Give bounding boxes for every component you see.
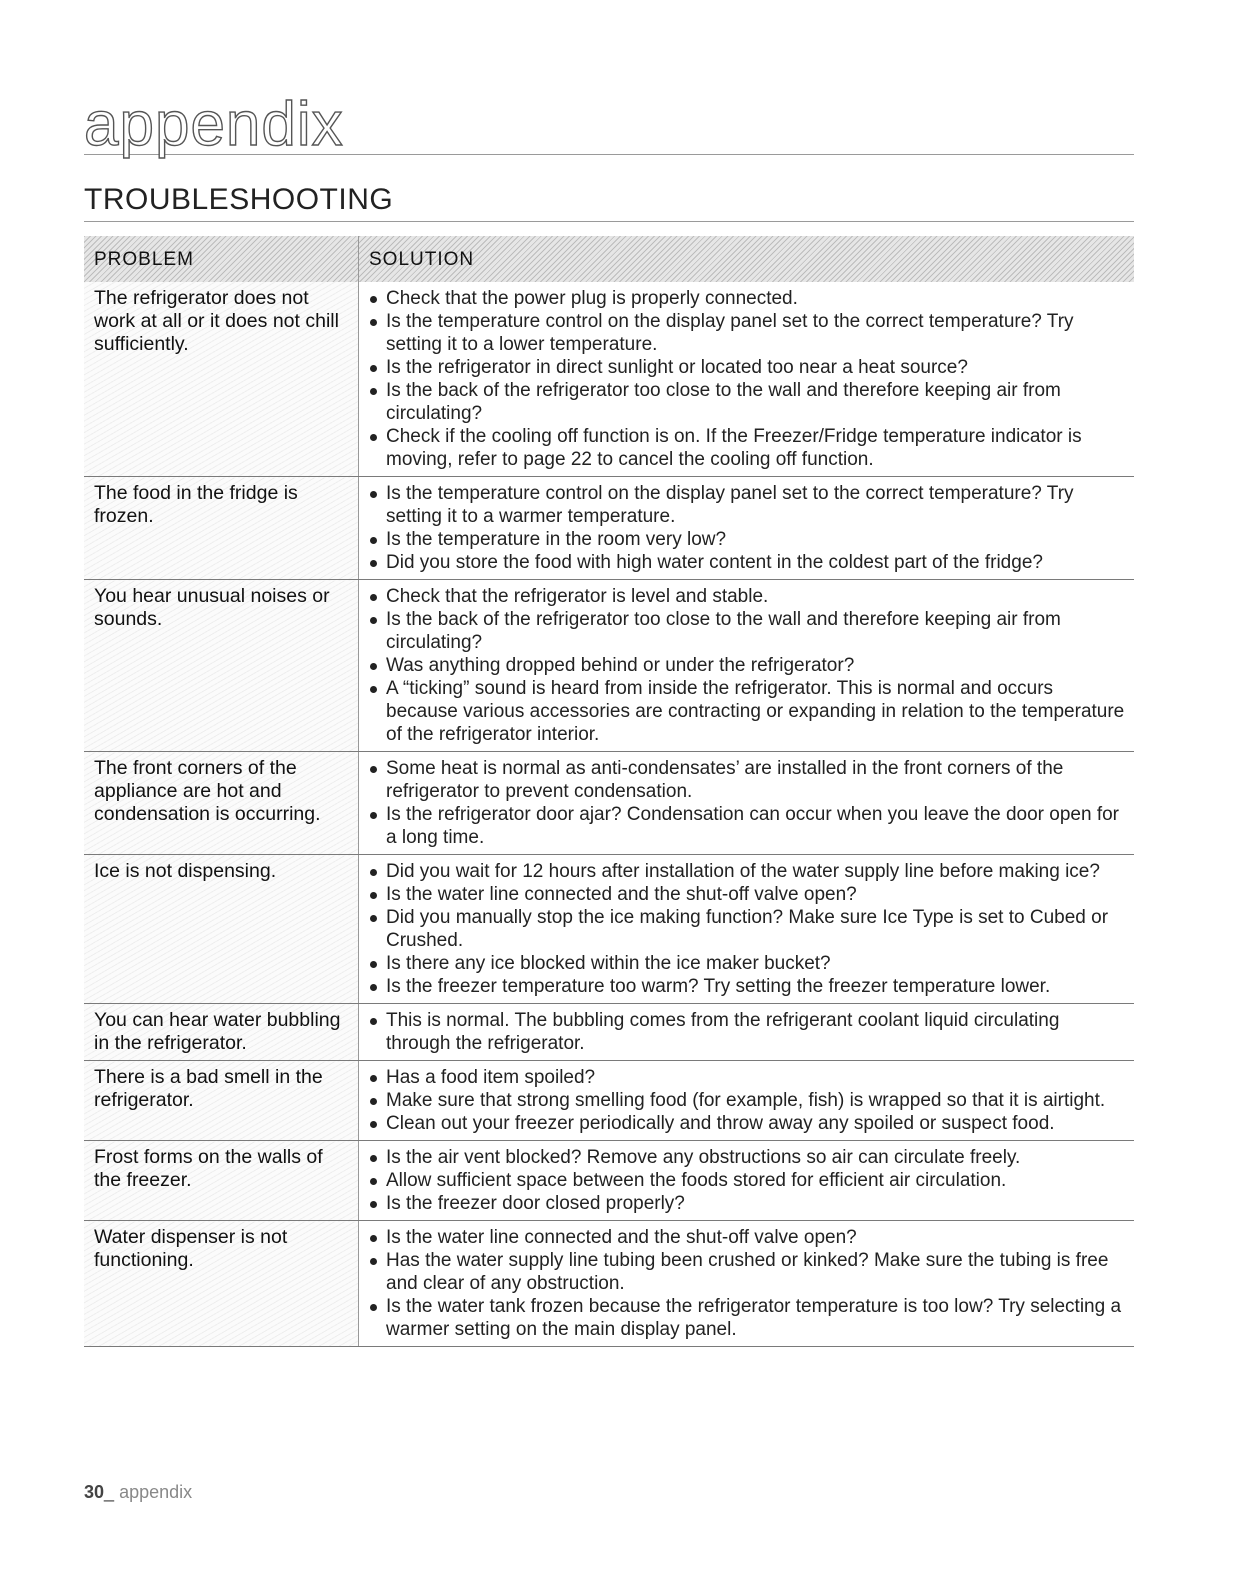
solution-item: Is the refrigerator in direct sunlight or located too near a heat source? bbox=[369, 356, 1128, 379]
problem-cell: The food in the fridge is frozen. bbox=[84, 477, 359, 580]
solution-item: Did you manually stop the ice making function? Make sure Ice Type is set to Cubed or Crushed. bbox=[369, 906, 1128, 952]
solution-item: Make sure that strong smelling food (for example, fish) is wrapped so that it is airtight. bbox=[369, 1089, 1128, 1112]
solution-item: Is the temperature in the room very low? bbox=[369, 528, 1128, 551]
solution-item: Check if the cooling off function is on. If the Freezer/Fridge temperature indicator is moving, refer to page 22 to cancel the cooling off function. bbox=[369, 425, 1128, 471]
solution-list bbox=[369, 1009, 1128, 1055]
table-row bbox=[84, 855, 1134, 1004]
problem-cell: Water dispenser is not functioning. bbox=[84, 1221, 359, 1347]
table-row bbox=[84, 1221, 1134, 1347]
page-title: TROUBLESHOOTING bbox=[84, 183, 1134, 222]
page-header bbox=[84, 90, 1134, 159]
solution-item: Is the freezer door closed properly? bbox=[369, 1192, 1128, 1215]
solution-item: Is the back of the refrigerator too close to the wall and therefore keeping air from circulating? bbox=[369, 379, 1128, 425]
solution-item: This is normal. The bubbling comes from the refrigerant coolant liquid circulating through the refrigerator. bbox=[369, 1009, 1128, 1055]
solution-item: Is the temperature control on the display panel set to the correct temperature? Try setting it to a warmer temperature. bbox=[369, 482, 1128, 528]
section-label: appendix bbox=[84, 90, 344, 159]
problem-cell: There is a bad smell in the refrigerator. bbox=[84, 1061, 359, 1141]
table-row bbox=[84, 1141, 1134, 1221]
solution-cell bbox=[359, 1221, 1135, 1347]
solution-item: Clean out your freezer periodically and throw away any spoiled or suspect food. bbox=[369, 1112, 1128, 1135]
solution-item: Check that the refrigerator is level and stable. bbox=[369, 585, 1128, 608]
solution-cell bbox=[359, 855, 1135, 1004]
solution-item: Is the refrigerator door ajar? Condensation can occur when you leave the door open for a long time. bbox=[369, 803, 1128, 849]
footer-separator: _ bbox=[104, 1482, 115, 1502]
solution-item: Did you store the food with high water content in the coldest part of the fridge? bbox=[369, 551, 1128, 574]
solution-item: Has the water supply line tubing been crushed or kinked? Make sure the tubing is free and clear of any obstruction. bbox=[369, 1249, 1128, 1295]
solution-list bbox=[369, 757, 1128, 849]
solution-item: Some heat is normal as anti-condensates’ are installed in the front corners of the refrigerator to prevent condensation. bbox=[369, 757, 1128, 803]
solution-item: Is the air vent blocked? Remove any obstructions so air can circulate freely. bbox=[369, 1146, 1128, 1169]
solution-item: Is the back of the refrigerator too close to the wall and therefore keeping air from circulating? bbox=[369, 608, 1128, 654]
solution-item: Is the water line connected and the shut-off valve open? bbox=[369, 1226, 1128, 1249]
solution-list bbox=[369, 860, 1128, 998]
solution-list bbox=[369, 482, 1128, 574]
solution-list bbox=[369, 1146, 1128, 1215]
problem-cell: You can hear water bubbling in the refrigerator. bbox=[84, 1004, 359, 1061]
solution-list bbox=[369, 1066, 1128, 1135]
solution-cell bbox=[359, 1004, 1135, 1061]
problem-cell: Ice is not dispensing. bbox=[84, 855, 359, 1004]
solution-cell bbox=[359, 752, 1135, 855]
solution-cell bbox=[359, 1061, 1135, 1141]
column-header-solution: SOLUTION bbox=[359, 236, 1135, 282]
solution-cell bbox=[359, 580, 1135, 752]
solution-list bbox=[369, 287, 1128, 471]
page-number: 30 bbox=[84, 1482, 105, 1502]
solution-item: Allow sufficient space between the foods stored for efficient air circulation. bbox=[369, 1169, 1128, 1192]
table-row bbox=[84, 282, 1134, 477]
solution-list bbox=[369, 585, 1128, 746]
column-header-problem: PROBLEM bbox=[84, 236, 359, 282]
table-row bbox=[84, 1004, 1134, 1061]
solution-list bbox=[369, 1226, 1128, 1341]
problem-cell: The front corners of the appliance are hot and condensation is occurring. bbox=[84, 752, 359, 855]
solution-item: Was anything dropped behind or under the refrigerator? bbox=[369, 654, 1128, 677]
solution-item: Is the water tank frozen because the refrigerator temperature is too low? Try selecting a warmer setting on the main display panel. bbox=[369, 1295, 1128, 1341]
solution-item: Is there any ice blocked within the ice maker bucket? bbox=[369, 952, 1128, 975]
troubleshooting-table bbox=[84, 236, 1134, 1347]
table-row bbox=[84, 580, 1134, 752]
solution-cell bbox=[359, 282, 1135, 477]
solution-item: Has a food item spoiled? bbox=[369, 1066, 1128, 1089]
solution-cell bbox=[359, 477, 1135, 580]
solution-item: Check that the power plug is properly connected. bbox=[369, 287, 1128, 310]
solution-item: Is the freezer temperature too warm? Try setting the freezer temperature lower. bbox=[369, 975, 1128, 998]
solution-item: Did you wait for 12 hours after installation of the water supply line before making ice? bbox=[369, 860, 1128, 883]
solution-cell bbox=[359, 1141, 1135, 1221]
table-header-row bbox=[84, 236, 1134, 282]
table-row bbox=[84, 1061, 1134, 1141]
problem-cell: Frost forms on the walls of the freezer. bbox=[84, 1141, 359, 1221]
solution-item: Is the water line connected and the shut-off valve open? bbox=[369, 883, 1128, 906]
footer-section-label: appendix bbox=[119, 1482, 193, 1502]
solution-item: A “ticking” sound is heard from inside the refrigerator. This is normal and occurs because various accessories are contracting or expanding in relation to the temperature of the refrigerator interior. bbox=[369, 677, 1128, 746]
problem-cell: You hear unusual noises or sounds. bbox=[84, 580, 359, 752]
table-row bbox=[84, 752, 1134, 855]
solution-item: Is the temperature control on the display panel set to the correct temperature? Try setting it to a lower temperature. bbox=[369, 310, 1128, 356]
problem-cell: The refrigerator does not work at all or it does not chill sufficiently. bbox=[84, 282, 359, 477]
table-row bbox=[84, 477, 1134, 580]
page-footer bbox=[84, 1482, 192, 1503]
